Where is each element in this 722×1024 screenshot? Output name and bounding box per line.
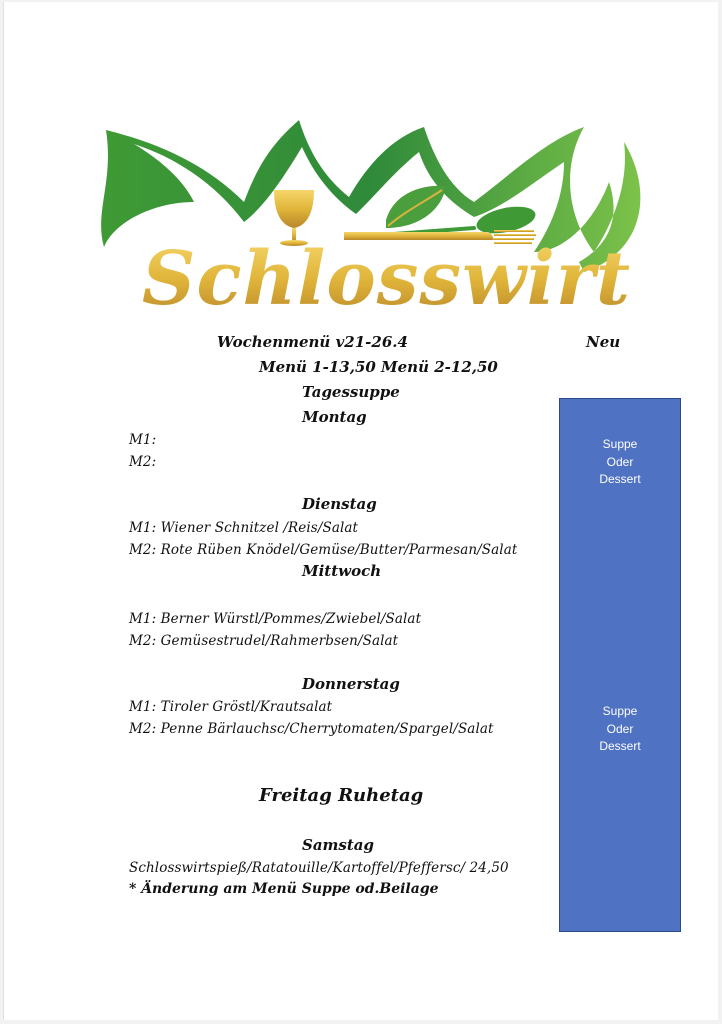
- sidebar-block-1: [560, 436, 680, 489]
- menu-title: Wochenmenü v21-26.4: [217, 333, 408, 351]
- sidebar-block-1-line-3: Dessert: [599, 472, 641, 486]
- montag-m1: M1:: [129, 432, 157, 448]
- sidebar-block-2-line-2: Oder: [606, 721, 634, 736]
- mittwoch-m2: M2: Gemüsestrudel/Rahmerbsen/Salat: [129, 633, 399, 649]
- logo-text: Schlosswirt: [142, 236, 632, 317]
- sidebar-block-2-line-3: Dessert: [599, 739, 641, 753]
- donnerstag-m1: M1: Tiroler Gröstl/Krautsalat: [129, 699, 333, 715]
- menu-page: [3, 2, 718, 1020]
- schlosswirt-logo: [94, 102, 654, 317]
- menu-prices: Menü 1-13,50 Menü 2-12,50: [259, 358, 498, 376]
- montag-m2: M2:: [129, 454, 157, 470]
- dienstag-m1: M1: Wiener Schnitzel /Reis/Salat: [129, 520, 359, 536]
- sidebar-block-1-line-2: Oder: [606, 454, 634, 469]
- day-heading-dienstag: Dienstag: [302, 495, 377, 513]
- sidebar-block-2: [560, 703, 680, 756]
- sidebar-block-1-line-1: Suppe: [602, 437, 638, 451]
- donnerstag-m2: M2: Penne Bärlauchsc/Cherrytomaten/Spargel/Salat: [129, 721, 494, 737]
- samstag-dish: Schlosswirtspieß/Ratatouille/Kartoffel/Pfeffersc/ 24,50: [129, 860, 509, 876]
- change-note: * Änderung am Menü Suppe od.Beilage: [129, 881, 439, 897]
- day-heading-freitag: Freitag Ruhetag: [259, 785, 424, 806]
- day-heading-montag: Montag: [302, 408, 367, 426]
- daily-soup-label: Tagessuppe: [302, 383, 400, 401]
- sidebar-block-2-line-1: Suppe: [602, 704, 638, 718]
- dienstag-m2: M2: Rote Rüben Knödel/Gemüse/Butter/Parmesan/Salat: [129, 542, 518, 558]
- dessert-sidebar: [559, 398, 681, 932]
- leaf-icon: [386, 186, 446, 228]
- new-label: Neu: [586, 333, 621, 351]
- mittwoch-m1: M1: Berner Würstl/Pommes/Zwiebel/Salat: [129, 611, 422, 627]
- day-heading-samstag: Samstag: [302, 836, 375, 854]
- day-heading-mittwoch: Mittwoch: [302, 562, 382, 580]
- day-heading-donnerstag: Donnerstag: [302, 675, 400, 693]
